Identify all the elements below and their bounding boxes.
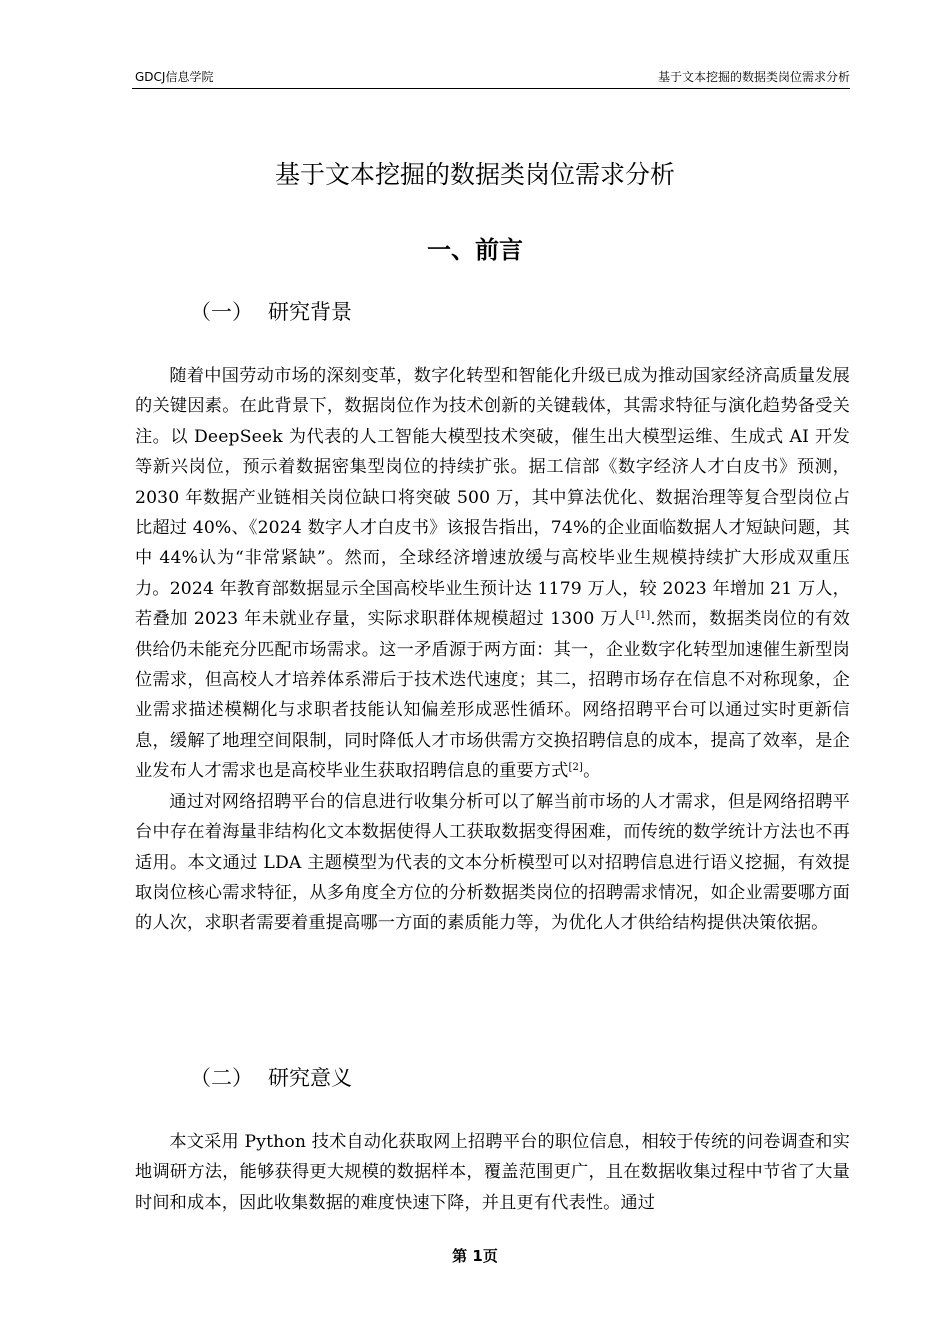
document-title: 基于文本挖掘的数据类岗位需求分析 (274, 160, 675, 189)
paragraph: 通过对网络招聘平台的信息进行收集分析可以了解当前市场的人才需求，但是网络招聘平台中存在着海量非结构化文本数据使得人工获取数据变得困难，而传统的数学统计方法也不再适用。本文通过 LDA 主题模型为代表的文本分析模型可以对招聘信息进行语义挖掘，有效提取岗位核心需求特征，从多角度全方位的分析数据类岗位的招聘需求情况，如企业需要哪方面的人次，求职者需要着重提高哪一方面的素质能力等，为优化人才供给结构提供决策依据。 (135, 791, 850, 934)
paragraph-text: 随着中国劳动市场的深刻变革，数字化转型和智能化升级已成为推动国家经济高质量发展的关键因素。在此背景下，数据岗位作为技术创新的关键载体，其需求特征与演化趋势备受关注。以 DeepSeek 为代表的人工智能大模型技术突破，催生出大模型运维、生成式 AI 开发等新兴岗位，预示着数据密集型岗位的持续扩张。据工信部《数字经济人才白皮书》预测，2030 年数据产业链相关岗位缺口将突破 500 万，其中算法优化、数据治理等复合型岗位占比超过 40%、《2024 数字人才白皮书》该报告指出，74%的企业面临数据人才短缺问题，其中 44%认为“非常紧缺”。然而，全球经济增速放缓与高校毕业生规模持续扩大形成双重压力。2024 年教育部数据显示全国高校毕业生预计达 1179 万人，较 2023 年增加 21 万人，若叠加 2023 年未就业存量，实际求职群体规模超过 1300 万人 (135, 366, 850, 630)
subsection-number: （二） (190, 1066, 253, 1090)
subsection-heading-background (190, 296, 352, 326)
subsection-title: 研究意义 (268, 1066, 352, 1090)
header-running-title: 基于文本挖掘的数据类岗位需求分析 (657, 70, 850, 84)
subsection-title: 研究背景 (268, 300, 352, 324)
paragraph: 本文采用 Python 技术自动化获取网上招聘平台的职位信息，相较于传统的问卷调查和实地调研方法，能够获得更大规模的数据样本，覆盖范围更广，且在数据收集过程中节省了大量时间和成本，因此收集数据的难度快速下降，并且更有代表性。通过 (135, 1132, 850, 1213)
citation: [1] (635, 610, 651, 622)
citation: [2] (568, 762, 584, 774)
subsection-heading-significance (190, 1062, 352, 1092)
significance-body (135, 1127, 850, 1218)
paragraph-text: 。 (583, 761, 601, 782)
background-body (135, 361, 850, 939)
paragraph-text: .然而，数据类岗位的有效供给仍未能充分匹配市场需求。这一矛盾源于两方面：其一，企业数字化转型加速催生新型岗位需求，但高校人才培养体系滞后于技术迭代速度；其二，招聘市场存在信息不对称现象，企业需求描述模糊化与求职者技能认知偏差形成恶性循环。网络招聘平台可以通过实时更新信息，缓解了地理空间限制，同时降低人才市场供需方交换招聘信息的成本，提高了效率，是企业发布人才需求也是高校毕业生获取招聘信息的重要方式 (135, 609, 851, 782)
paragraph (135, 361, 850, 787)
subsection-number: （一） (190, 300, 253, 324)
header-institution: GDCJ信息学院 (135, 70, 214, 84)
section-heading-preface: 一、前言 (427, 236, 523, 264)
page-number: 第 1页 (452, 1247, 498, 1265)
page-header (132, 66, 850, 89)
